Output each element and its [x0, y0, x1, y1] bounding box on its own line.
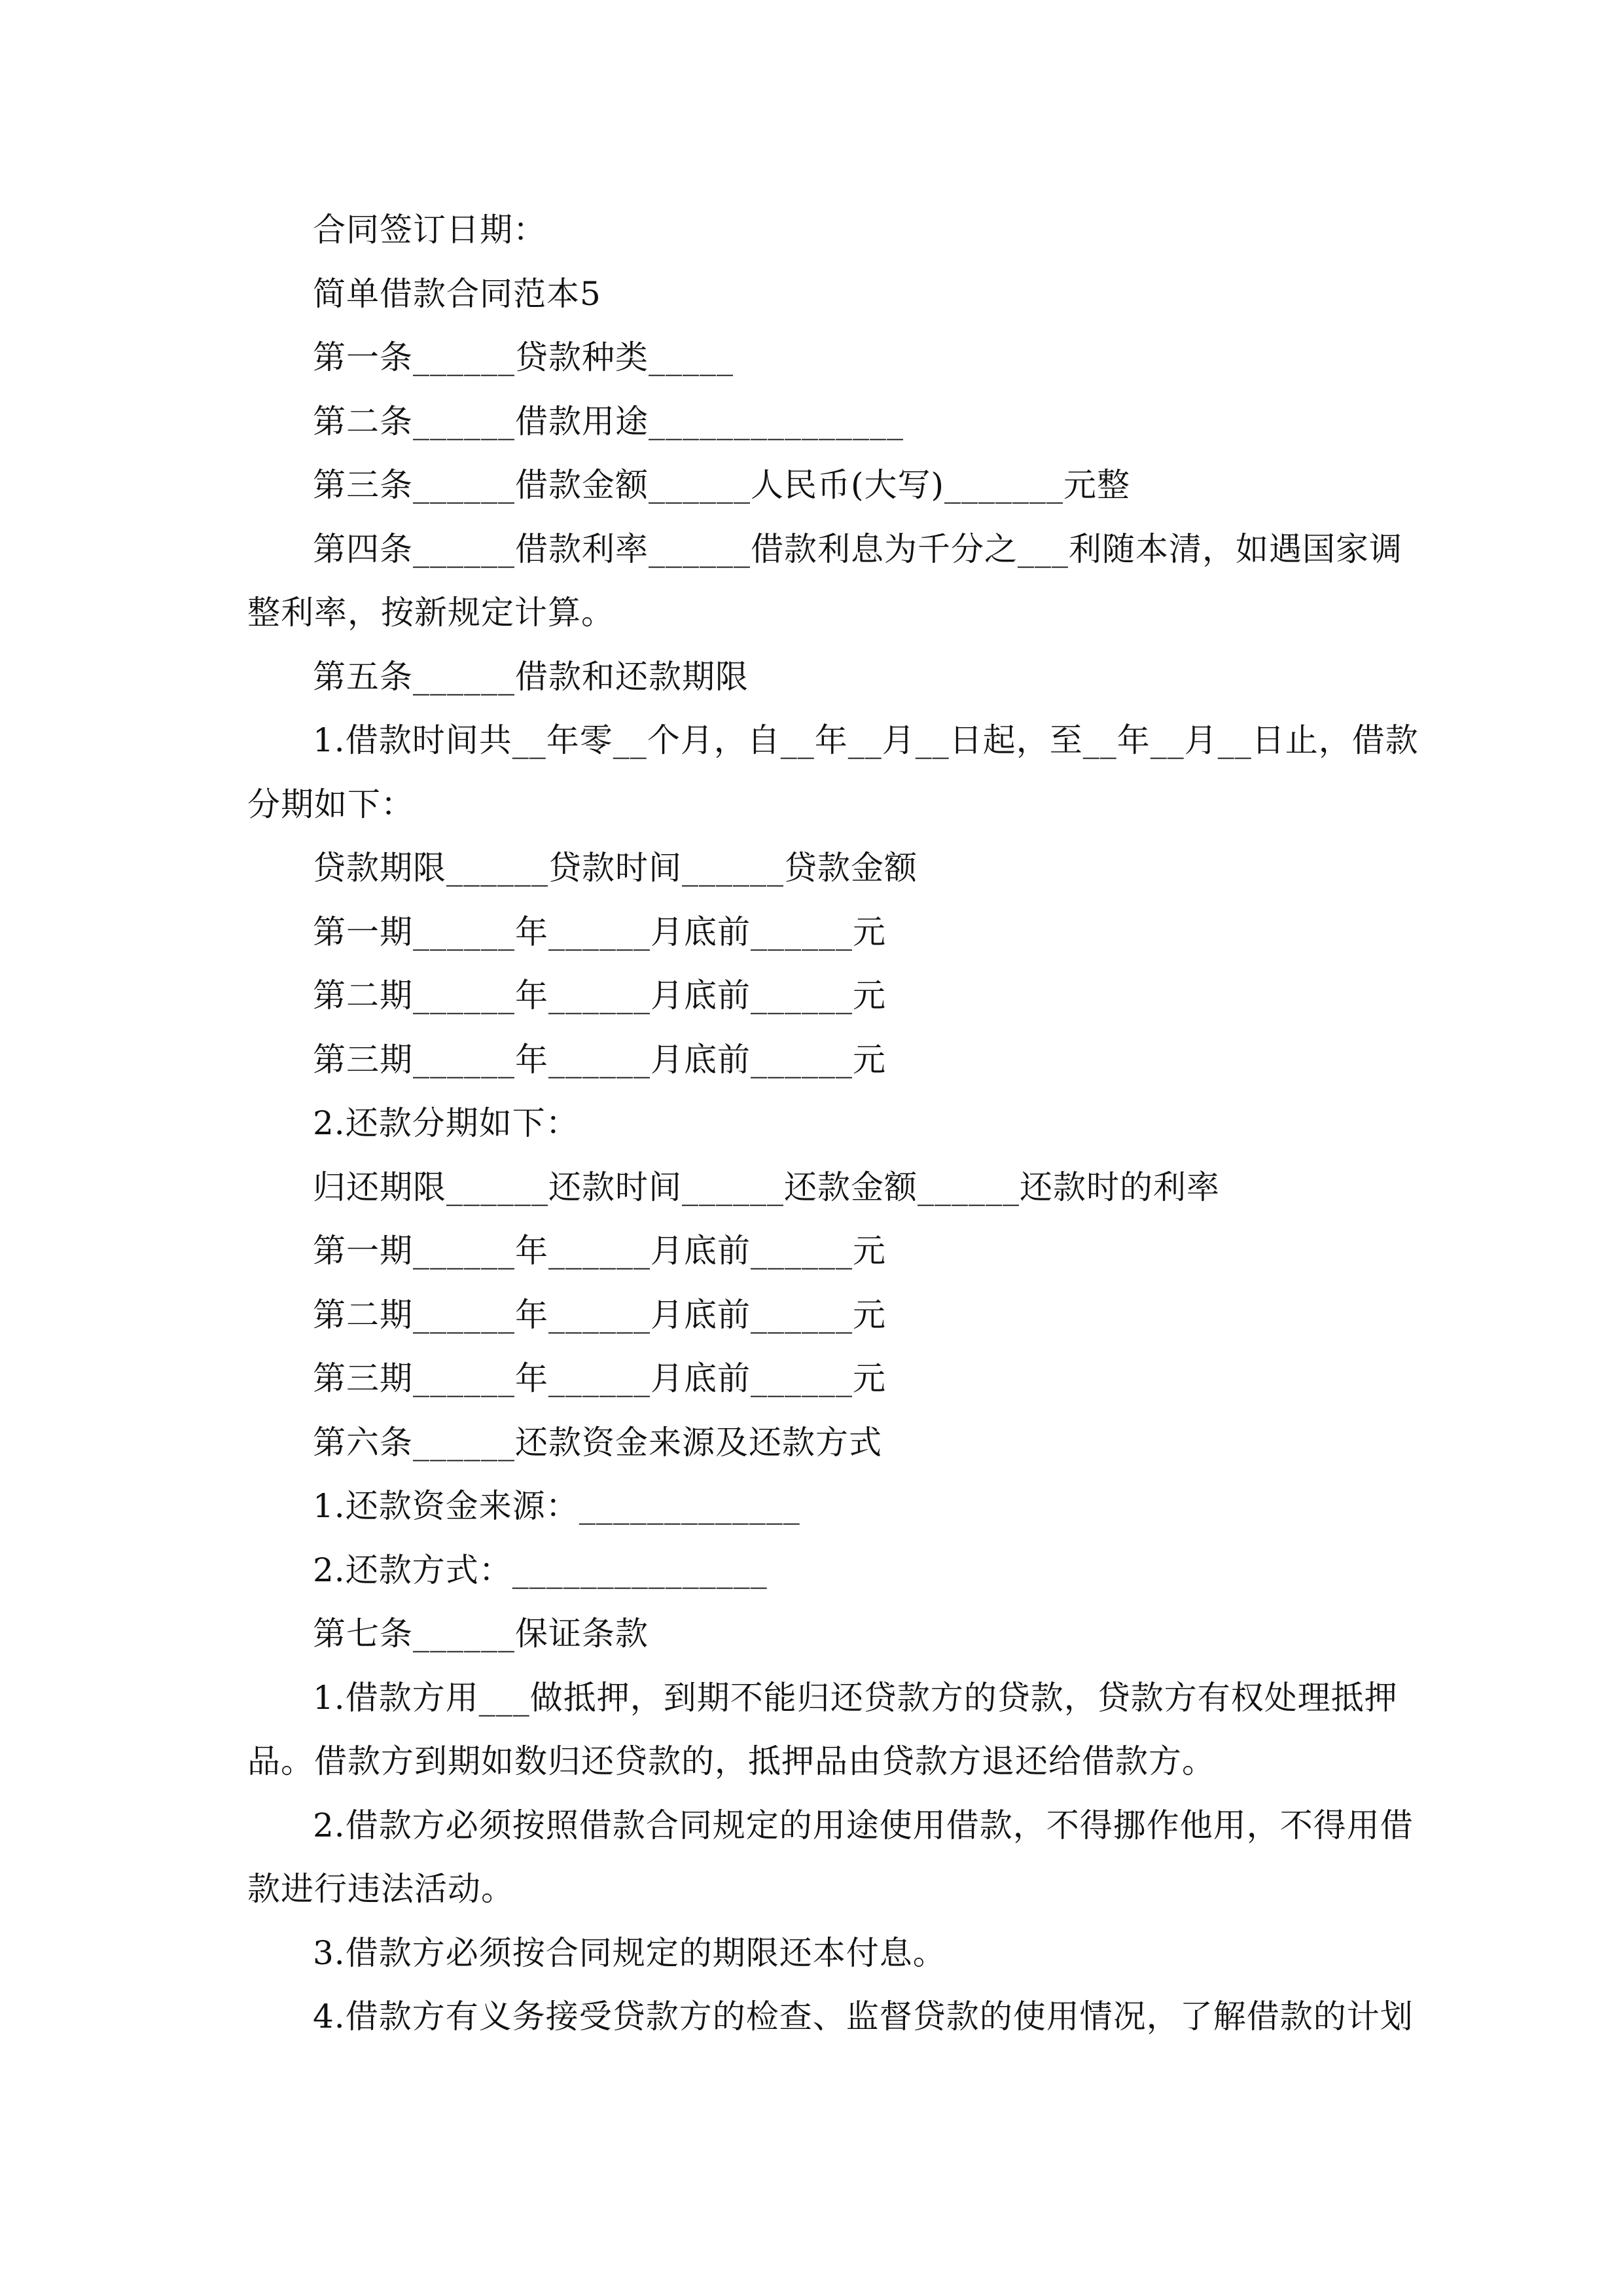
signing-date-line: 合同签订日期： — [313, 211, 546, 249]
repayment-schedule-row-2: 第二期______年______月底前______元 — [313, 1296, 886, 1334]
article-3-loan-amount: 第三条______借款金额______人民币(大写)_______元整 — [313, 466, 1131, 504]
repayment-schedule-row-1: 第一期______年______月底前______元 — [313, 1232, 886, 1270]
article-5-item-1-continued: 分期如下： — [247, 785, 414, 823]
article-7-item-1: 1.借款方用___做抵押，到期不能归还贷款方的贷款，贷款方有权处理抵押 — [313, 1679, 1398, 1717]
article-2-loan-purpose: 第二条______借款用途_______________ — [313, 403, 904, 440]
article-7-item-2-continued: 款进行违法活动。 — [247, 1870, 514, 1908]
loan-schedule-row-1: 第一期______年______月底前______元 — [313, 913, 886, 951]
article-5-item-2: 2.还款分期如下： — [313, 1104, 579, 1142]
contract-title: 简单借款合同范本5 — [313, 275, 601, 313]
article-7-item-4: 4.借款方有义务接受贷款方的检查、监督贷款的使用情况，了解借款的计划 — [313, 1998, 1414, 2036]
article-7-guarantee: 第七条______保证条款 — [313, 1615, 649, 1653]
article-5-loan-term: 第五条______借款和还款期限 — [313, 658, 749, 696]
article-7-item-2: 2.借款方必须按照借款合同规定的用途使用借款，不得挪作他用，不得用借 — [313, 1806, 1414, 1844]
article-6-item-1: 1.还款资金来源：_____________ — [313, 1487, 800, 1525]
article-6-item-2: 2.还款方式：_______________ — [313, 1551, 768, 1589]
article-6-repayment-source: 第六条______还款资金来源及还款方式 — [313, 1424, 882, 1462]
article-4-continued: 整利率，按新规定计算。 — [247, 594, 615, 632]
loan-schedule-row-2: 第二期______年______月底前______元 — [313, 977, 886, 1014]
repayment-schedule-row-3: 第三期______年______月底前______元 — [313, 1359, 886, 1397]
repayment-schedule-header: 归还期限______还款时间______还款金额______还款时的利率 — [313, 1168, 1220, 1206]
article-7-item-3: 3.借款方必须按合同规定的期限还本付息。 — [313, 1934, 946, 1972]
article-1-loan-type: 第一条______贷款种类_____ — [313, 338, 734, 376]
loan-schedule-header: 贷款期限______贷款时间______贷款金额 — [313, 849, 918, 887]
article-7-item-1-continued: 品。借款方到期如数归还贷款的，抵押品由贷款方退还给借款方。 — [247, 1742, 1215, 1780]
article-5-item-1: 1.借款时间共__年零__个月，自__年__月__日起，至__年__月__日止，借款 — [313, 721, 1419, 759]
loan-schedule-row-3: 第三期______年______月底前______元 — [313, 1041, 886, 1079]
article-4-interest-rate: 第四条______借款利率______借款利息为千分之___利随本清，如遇国家调 — [313, 530, 1402, 568]
